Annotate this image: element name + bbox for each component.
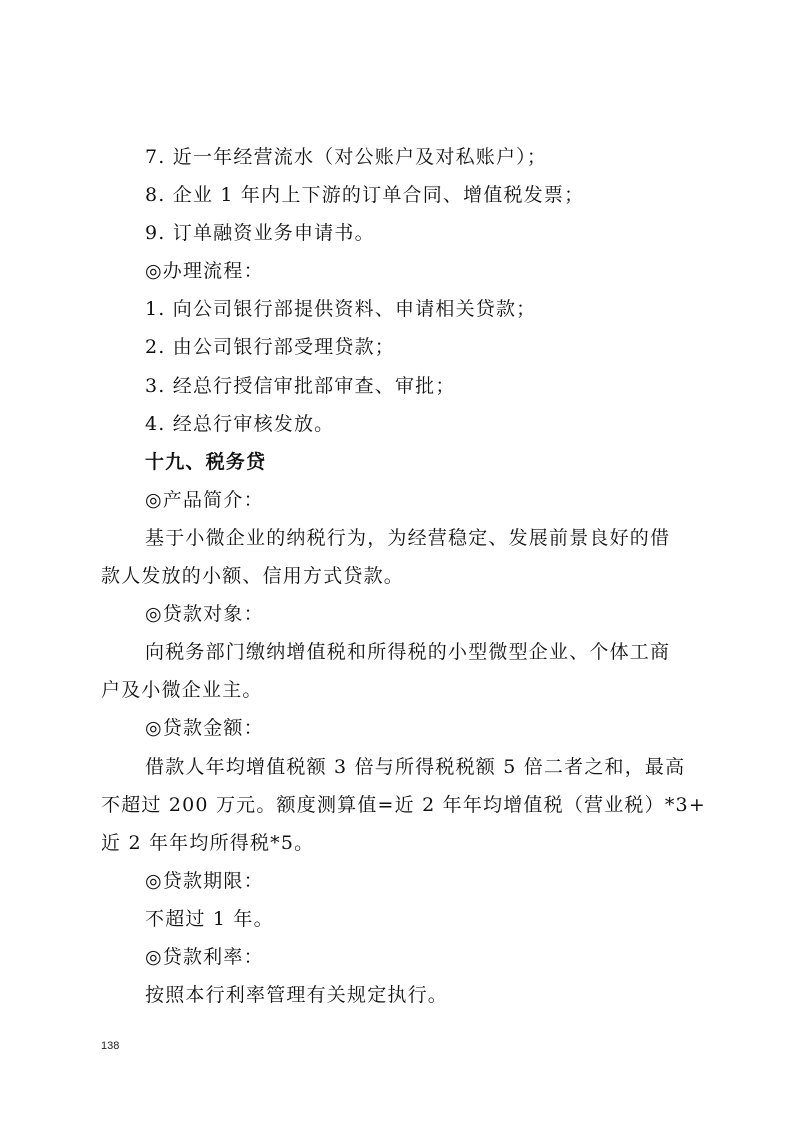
loan-amount-line-3: 近 2 年年均所得税*5。	[101, 831, 315, 854]
section-label-product-intro: ◎产品简介：	[145, 488, 264, 511]
section-label-loan-target: ◎贷款对象：	[145, 603, 264, 626]
loan-amount-line-1: 借款人年均增值税额 3 倍与所得税税额 5 倍二者之和，最高	[145, 755, 686, 778]
product-intro-line-1: 基于小微企业的纳税行为，为经营稳定、发展前景良好的借	[145, 526, 671, 549]
process-step-4: 4. 经总行审核发放。	[145, 412, 335, 435]
list-item-7: 7. 近一年经营流水（对公账户及对私账户）；	[145, 146, 548, 168]
process-step-2: 2. 由公司银行部受理贷款；	[145, 336, 395, 359]
loan-term-value: 不超过 1 年。	[145, 907, 274, 930]
section-label-process: ◎办理流程：	[145, 260, 264, 283]
process-step-1: 1. 向公司银行部提供资料、申请相关贷款；	[145, 298, 537, 321]
page-content	[101, 138, 706, 1014]
loan-target-line-2: 户及小微企业主。	[101, 679, 263, 702]
product-intro-line-2: 款人发放的小额、信用方式贷款。	[101, 565, 405, 588]
list-item-9: 9. 订单融资业务申请书。	[145, 222, 375, 245]
loan-rate-value: 按照本行利率管理有关规定执行。	[145, 984, 449, 1007]
page-number: 138	[101, 1040, 120, 1052]
loan-target-line-1: 向税务部门缴纳增值税和所得税的小型微型企业、个体工商	[145, 641, 671, 664]
section-heading-tax-loan: 十九、税务贷	[145, 450, 267, 473]
section-label-loan-rate: ◎贷款利率：	[145, 945, 264, 968]
process-step-3: 3. 经总行授信审批部审查、审批；	[145, 374, 456, 397]
list-item-8: 8. 企业 1 年内上下游的订单合同、增值税发票；	[145, 184, 585, 207]
section-label-loan-amount: ◎贷款金额：	[145, 717, 264, 740]
section-label-loan-term: ◎贷款期限：	[145, 869, 264, 892]
loan-amount-line-2: 不超过 200 万元。额度测算值=近 2 年年均增值税（营业税）*3+	[101, 793, 706, 816]
